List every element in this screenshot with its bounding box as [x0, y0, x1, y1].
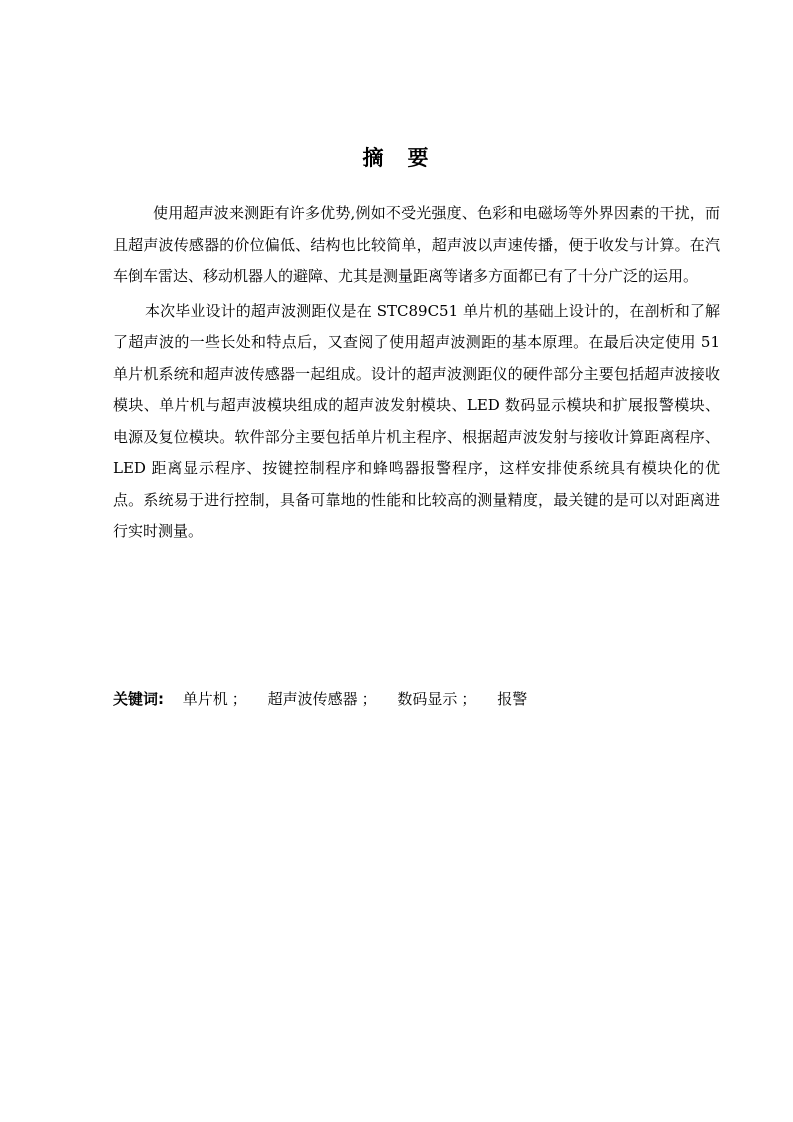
keyword-separator: ； — [231, 690, 247, 708]
keywords-label: 关键词: — [113, 690, 164, 708]
title-char-2: 要 — [407, 146, 431, 170]
abstract-body — [113, 198, 720, 551]
abstract-paragraph-1: 使用超声波来测距有许多优势,例如不受光强度、色彩和电磁场等外界因素的干扰，而且超声波传感器的价位偏低、结构也比较简单，超声波以声速传播，便于收发与计算。在汽车倒车雷达、移动机器人的避障、尤其是测量距离等诸多方面都已有了十分广泛的运用。 — [113, 204, 720, 285]
abstract-paragraph-2: 本次毕业设计的超声波测距仪是在 STC89C51 单片机的基础上设计的，在剖析和了解了超声波的一些长处和特点后，又查阅了使用超声波测距的基本原理。在最后决定使用 51 单片机系统和超声波传感器一起组成。设计的超声波测距仪的硬件部分主要包括超声波接收模块、单片机与超声波模块组成的超声波发射模块、LED 数码显示模块和扩展报警模块、电源及复位模块。软件部分主要包括单片机主程序、根据超声波发射与接收计算距离程序、LED 距离显示程序、按键控制程序和蜂鸣器报警程序，这样安排使系统具有模块化的优点。系统易于进行控制，具备可靠地的性能和比较高的测量精度，最关键的是可以对距离进行实时测量。 — [113, 301, 720, 540]
keyword-separator: ； — [461, 690, 477, 708]
keyword-item-3: 数码显示 — [397, 690, 458, 708]
title-char-1: 摘 — [362, 146, 386, 170]
keyword-separator: ； — [361, 690, 377, 708]
keywords-line — [113, 686, 531, 712]
abstract-title — [0, 143, 793, 173]
keyword-item-2: 超声波传感器 — [267, 690, 358, 708]
keyword-item-1: 单片机 — [182, 690, 228, 708]
keyword-item-4: 报警 — [497, 690, 528, 708]
